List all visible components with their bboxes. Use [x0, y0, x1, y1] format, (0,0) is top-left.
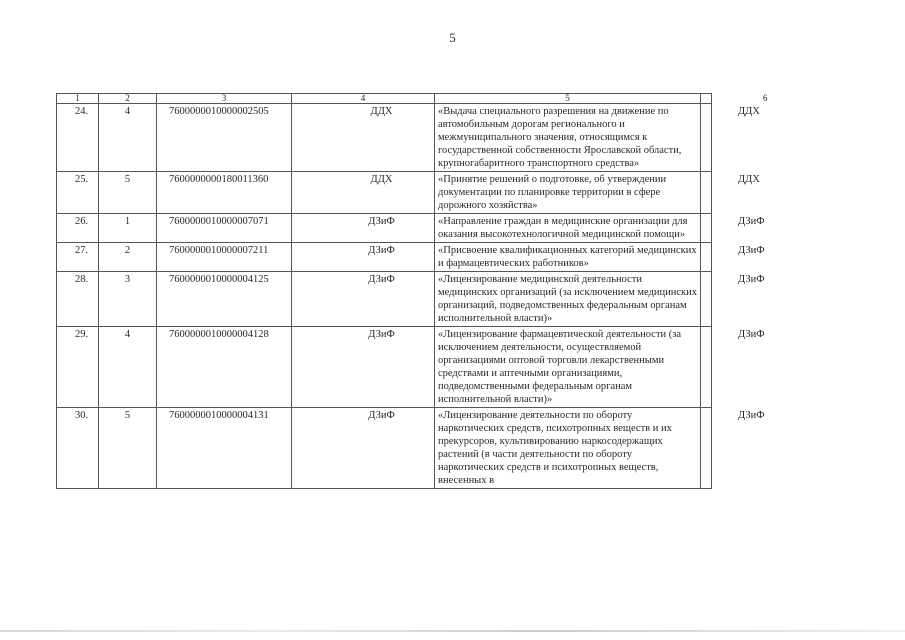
row-number: 28.	[57, 272, 99, 327]
row-number: 30.	[57, 408, 99, 489]
service-name: «Принятие решений о подготовке, об утверждении документации по планировке территории в сфере дорожного хозяйства»	[435, 172, 701, 214]
authority: ДЗиФ	[292, 272, 435, 327]
service-code: 7600000010000007071	[157, 214, 292, 243]
services-table	[56, 93, 768, 489]
table-row	[57, 172, 712, 214]
responsible-authority: ДЗиФ	[701, 272, 712, 327]
service-code: 7600000010000007211	[157, 243, 292, 272]
table-row	[57, 243, 712, 272]
table-row	[57, 104, 712, 172]
row-subnumber: 4	[99, 104, 157, 172]
column-header: 4	[292, 94, 435, 104]
row-subnumber: 2	[99, 243, 157, 272]
row-subnumber: 5	[99, 172, 157, 214]
authority: ДЗиФ	[292, 214, 435, 243]
service-name: «Лицензирование деятельности по обороту наркотических средств, психотропных веществ и их прекурсоров, культивированию наркосодержащих растений (в части деятельности по обороту наркотических средств и психотропных веществ, внесенных в	[435, 408, 701, 489]
column-header: 1	[57, 94, 99, 104]
authority: ДЗиФ	[292, 408, 435, 489]
row-subnumber: 3	[99, 272, 157, 327]
row-number: 25.	[57, 172, 99, 214]
column-header: 3	[157, 94, 292, 104]
responsible-authority: ДЗиФ	[701, 214, 712, 243]
responsible-authority: ДЗиФ	[701, 243, 712, 272]
row-subnumber: 5	[99, 408, 157, 489]
authority: ДДХ	[292, 172, 435, 214]
row-number: 27.	[57, 243, 99, 272]
table-row	[57, 408, 712, 489]
column-header: 6	[701, 94, 712, 104]
responsible-authority: ДДХ	[701, 104, 712, 172]
service-name: «Выдача специального разрешения на движение по автомобильным дорогам регионального и межмуниципального значения, относящимся к государственной собственности Ярославской области, крупногабаритного транспортного средства»	[435, 104, 701, 172]
responsible-authority: ДЗиФ	[701, 327, 712, 408]
responsible-authority: ДЗиФ	[701, 408, 712, 489]
row-subnumber: 1	[99, 214, 157, 243]
table-row	[57, 327, 712, 408]
service-name: «Лицензирование медицинской деятельности медицинских организаций (за исключением медицинских организаций, подведомственных федеральным органам исполнительной власти)»	[435, 272, 701, 327]
responsible-authority: ДДХ	[701, 172, 712, 214]
service-code: 7600000010000004125	[157, 272, 292, 327]
table-row	[57, 272, 712, 327]
service-name: «Лицензирование фармацевтической деятельности (за исключением деятельности, осуществляемой организациями оптовой торговли лекарственными средствами и аптечными организациями, подведомственными федеральным органам исполнительной власти)»	[435, 327, 701, 408]
authority: ДДХ	[292, 104, 435, 172]
table-row	[57, 214, 712, 243]
scan-artifact-line	[0, 630, 905, 632]
row-number: 29.	[57, 327, 99, 408]
row-number: 24.	[57, 104, 99, 172]
authority: ДЗиФ	[292, 243, 435, 272]
column-header: 2	[99, 94, 157, 104]
row-number: 26.	[57, 214, 99, 243]
service-code: 7600000000180011360	[157, 172, 292, 214]
service-name: «Направление граждан в медицинские организации для оказания высокотехнологичной медицинской помощи»	[435, 214, 701, 243]
service-code: 7600000010000002505	[157, 104, 292, 172]
table-header-row	[57, 94, 712, 104]
service-code: 7600000010000004131	[157, 408, 292, 489]
service-name: «Присвоение квалификационных категорий медицинских и фармацевтических работников»	[435, 243, 701, 272]
column-header: 5	[435, 94, 701, 104]
authority: ДЗиФ	[292, 327, 435, 408]
page-number: 5	[449, 30, 456, 45]
service-code: 7600000010000004128	[157, 327, 292, 408]
row-subnumber: 4	[99, 327, 157, 408]
